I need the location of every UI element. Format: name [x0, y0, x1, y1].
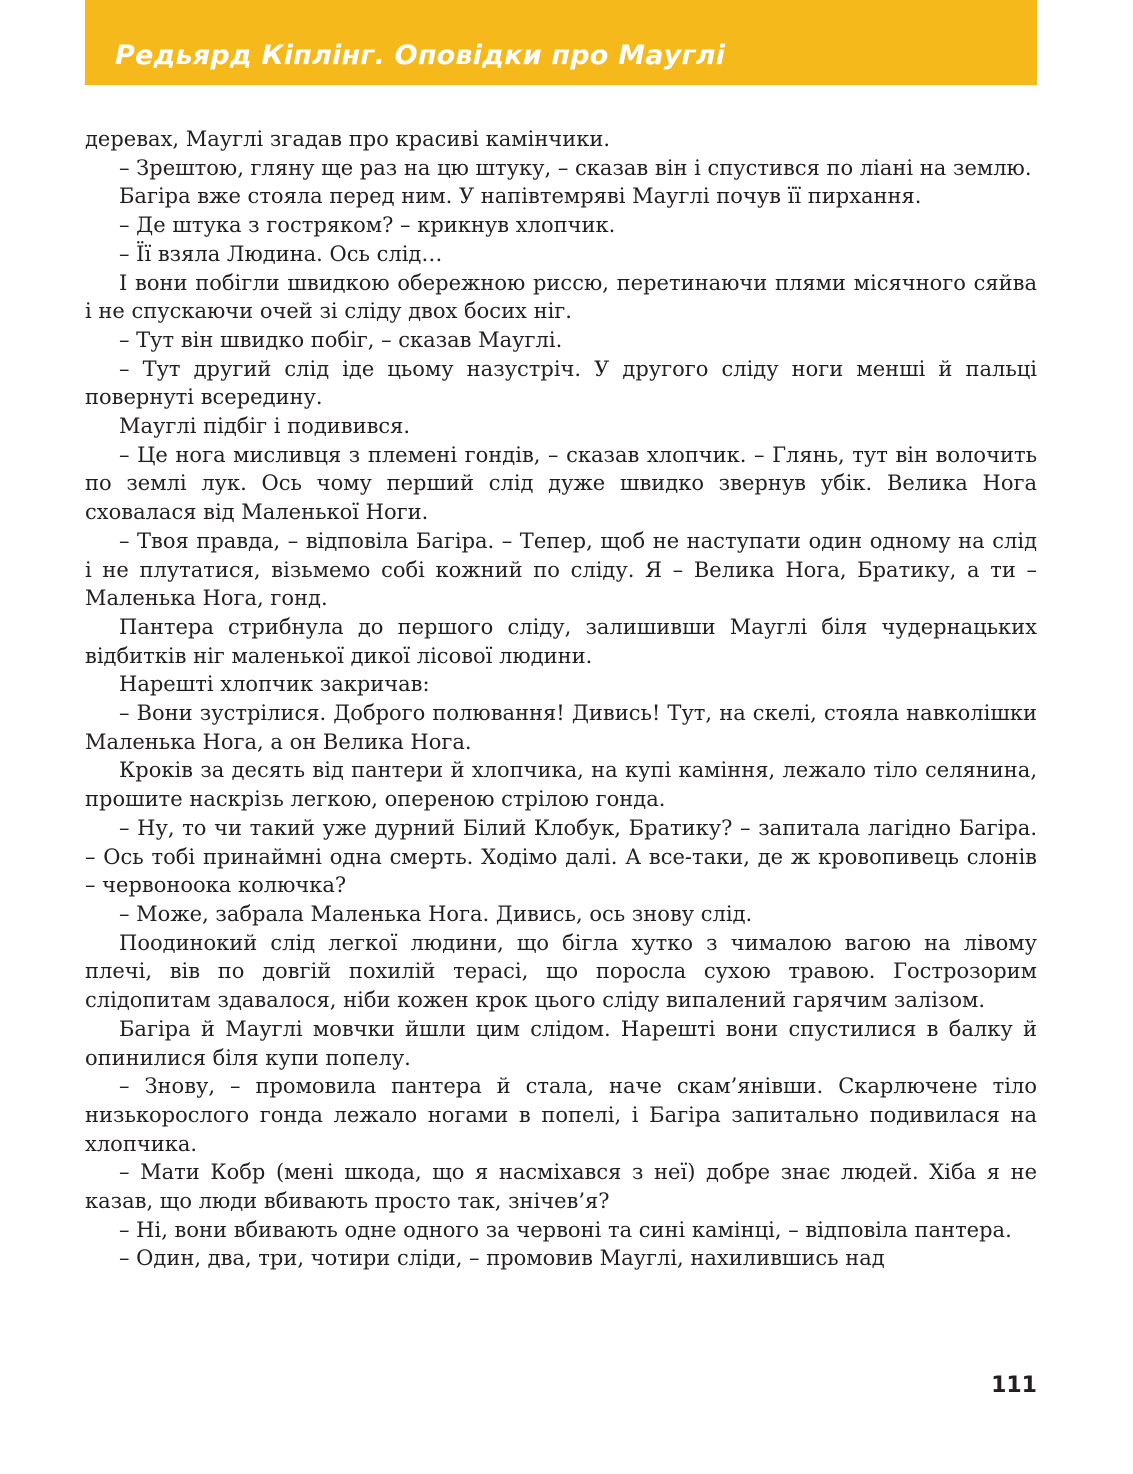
paragraph: Пантера стрибнула до першого сліду, залишивши Мауглі біля чудернацьких відбитків ніг маленької дикої лісової людини.: [85, 614, 1037, 668]
paragraph: Кроків за десять від пантери й хлопчика, на купі каміння, лежало тіло селянина, прошите наскрізь легкою, опереною стрілою гонда.: [85, 758, 1037, 812]
paragraph: – Вони зустрілися. Доброго полювання! Дивись! Тут, на скелі, стояла навколішки Маленька Нога, а он Велика Нога.: [85, 701, 1037, 754]
paragraph: Мауглі підбіг і подивився.: [119, 414, 411, 439]
paragraph: Багіра й Мауглі мовчки йшли цим слідом. Нарешті вони спустилися в балку й опинилися біля купи попелу.: [85, 1016, 1037, 1070]
paragraph: деревах, Мауглі згадав про красиві камінчики.: [85, 127, 610, 151]
paragraph: – Ні, вони вбивають одне одного за червоні та сині камінці, – відповіла пантера.: [119, 1217, 1012, 1242]
story-text: [85, 125, 1037, 1273]
paragraph: – Може, забрала Маленька Нога. Дивись, ось знову слід.: [119, 901, 753, 926]
paragraph: – Її взяла Людина. Ось слід…: [119, 241, 443, 266]
paragraph: І вони побігли швидкою обережною риссю, перетинаючи плями місячного сяйва і не спускаючи очей зі сліду двох босих ніг.: [85, 270, 1037, 324]
page-number: 111: [991, 1373, 1037, 1398]
paragraph: – Ну, то чи такий уже дурний Білий Клобук, Братику? – запитала лагідно Багіра. – Ось тобі принаймні одна смерть. Ходімо далі. А все-таки, де ж кровопивець слонів – червоноока колючка?: [85, 815, 1037, 898]
paragraph: – Де штука з гостряком? – крикнув хлопчик.: [119, 213, 616, 238]
paragraph: – Тут він швидко побіг, – сказав Мауглі.: [119, 327, 563, 352]
header-bar: [85, 0, 1037, 85]
paragraph: Поодинокий слід легкої людини, що бігла хутко з чималою вагою на лівому плечі, вів по довгій похилій терасі, що поросла сухою травою. Гострозорим слідопитам здавалося, ніби кожен крок цього сліду випалений гарячим залізом.: [85, 930, 1037, 1013]
paragraph: Нарешті хлопчик закричав:: [119, 672, 430, 697]
running-head-title: Редьярд Кіплінг. Оповідки про Мауглі: [115, 40, 726, 71]
paragraph: Багіра вже стояла перед ним. У напівтемряві Мауглі почув її пирхання.: [119, 184, 922, 209]
paragraph: – Тут другий слід іде цьому назустріч. У другого сліду ноги менші й пальці повернуті всередину.: [85, 356, 1037, 410]
paragraph: – Мати Кобр (мені шкода, що я насміхався з неї) добре знає людей. Хіба я не казав, що люди вбивають просто так, знічев’я?: [85, 1160, 1037, 1214]
paragraph: – Це нога мисливця з племені гондів, – сказав хлопчик. – Глянь, тут він волочить по землі лук. Ось чому перший слід дуже швидко звернув убік. Велика Нога сховалася від Маленької Ноги.: [85, 442, 1037, 525]
paragraph: – Твоя правда, – відповіла Багіра. – Тепер, щоб не наступати один одному на слід і не плутатися, візьмемо собі кожний по сліду. Я – Велика Нога, Братику, а ти – Маленька Нога, гонд.: [85, 528, 1037, 611]
paragraph: – Один, два, три, чотири сліди, – промовив Мауглі, нахилившись над: [119, 1246, 885, 1271]
paragraph: – Зрештою, гляну ще раз на цю штуку, – сказав він і спустився по ліані на землю.: [119, 155, 1032, 180]
paragraph: – Знову, – промовила пантера й стала, наче скам’янівши. Скарлючене тіло низькорослого гонда лежало ногами в попелі, і Багіра запитально подивилася на хлопчика.: [85, 1074, 1037, 1156]
